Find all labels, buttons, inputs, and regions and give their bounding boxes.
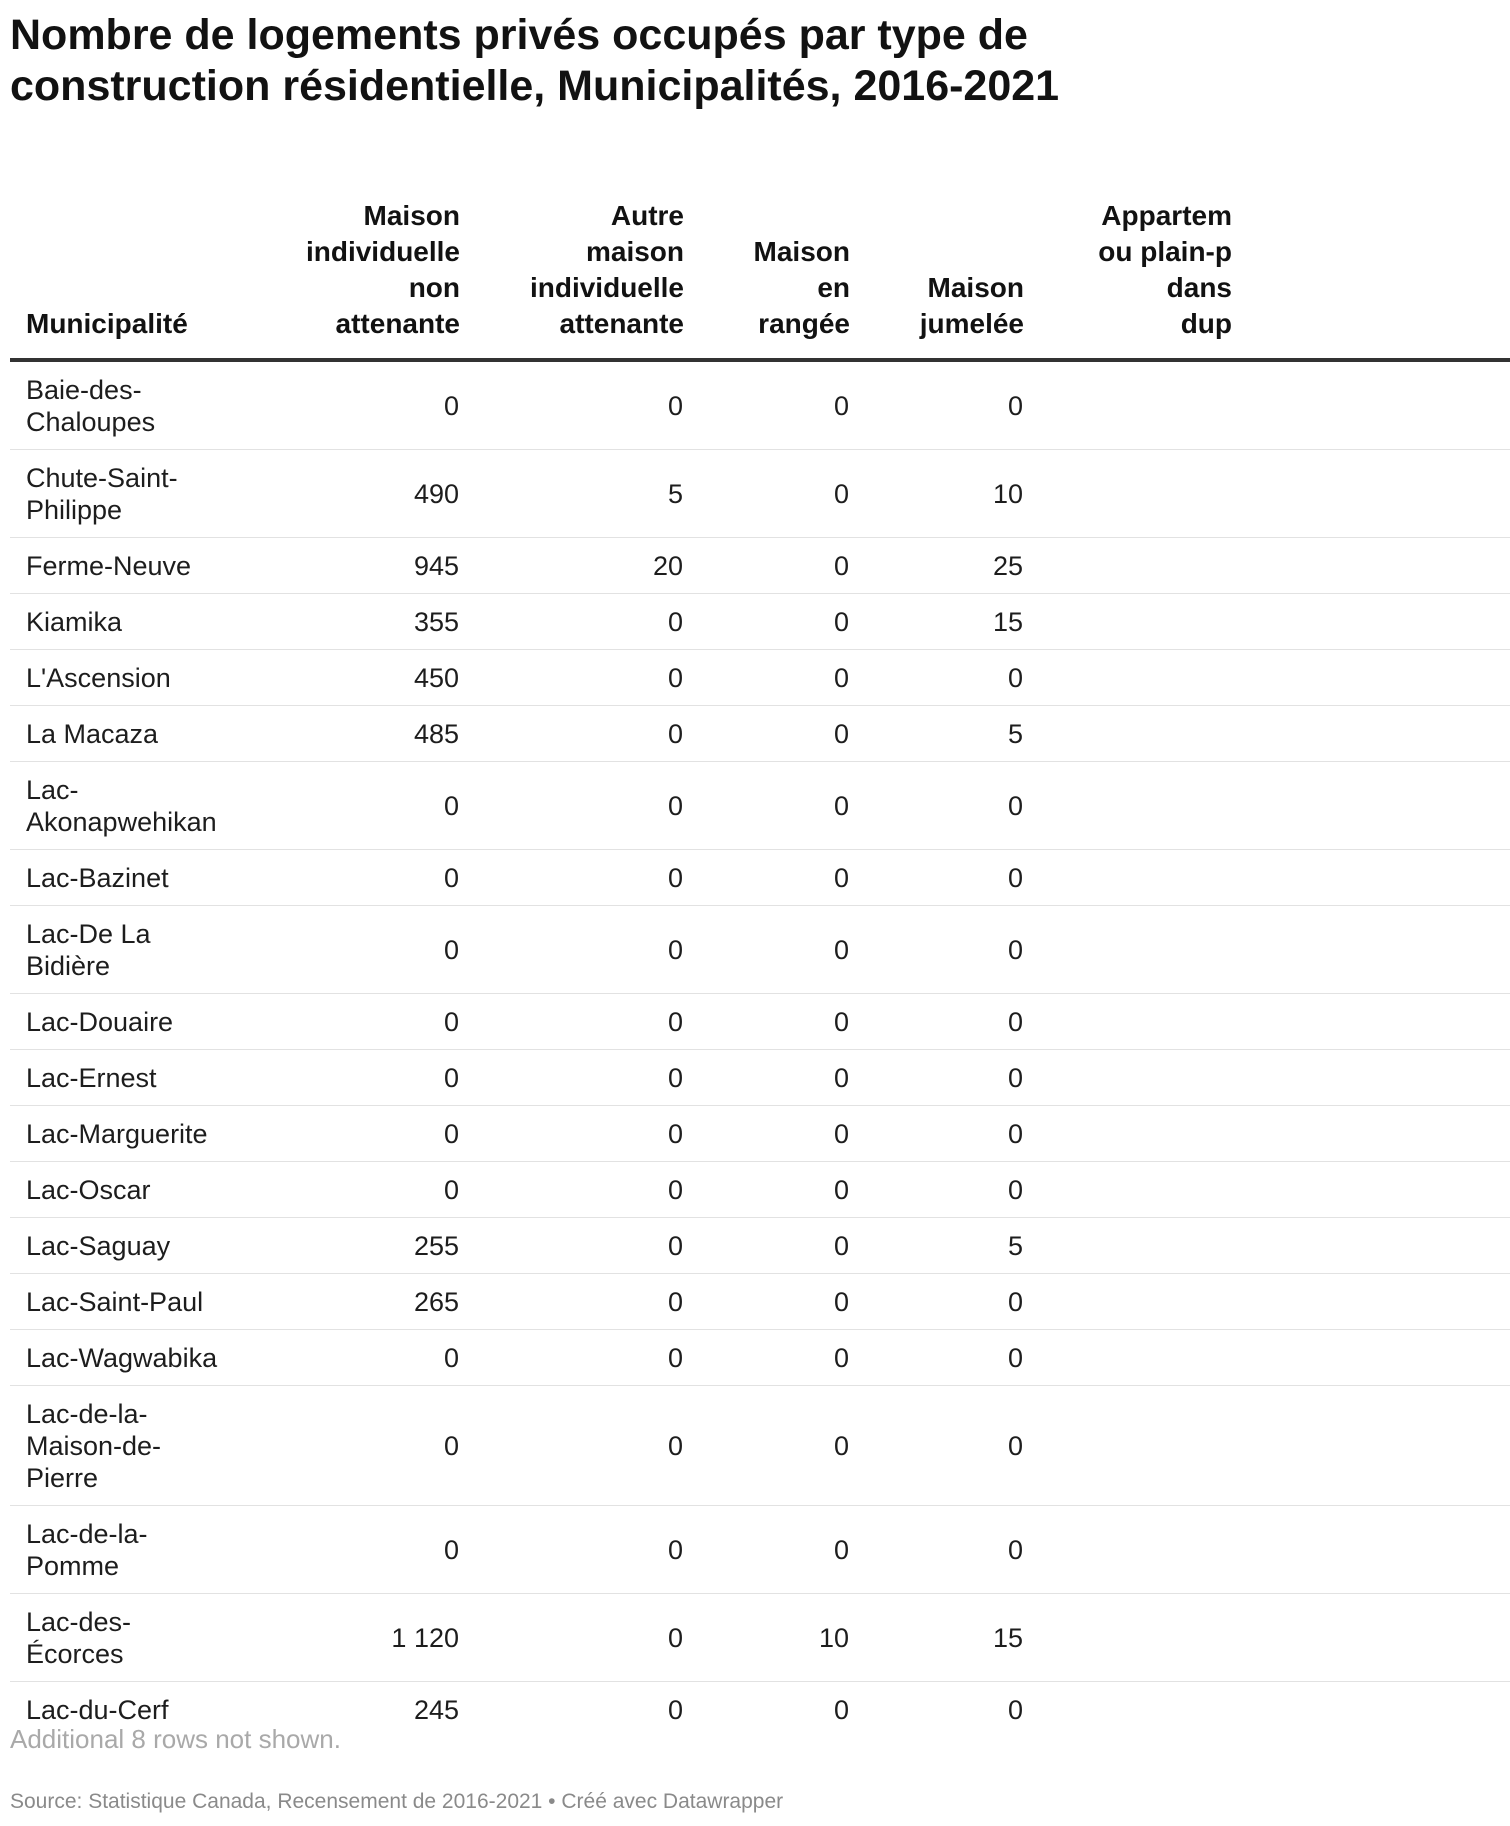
value-cell: 0 [850, 650, 1024, 706]
municipality-cell [10, 1162, 280, 1218]
value-cell: 5 [850, 1218, 1024, 1274]
column-header-5[interactable] [1024, 198, 1510, 360]
municipality-name-line: L'Ascension [26, 662, 171, 693]
value-cell: 255 [280, 1218, 460, 1274]
value-cell: 0 [280, 994, 460, 1050]
value-cell: 0 [850, 906, 1024, 994]
municipality-cell [10, 450, 280, 538]
value-cell: 0 [280, 762, 460, 850]
column-header-line: Maison [753, 236, 850, 267]
municipality-cell [10, 850, 280, 906]
header-row [10, 198, 1510, 360]
table-row [10, 594, 1510, 650]
value-cell: 0 [850, 1274, 1024, 1330]
value-cell: 0 [850, 1162, 1024, 1218]
value-cell-truncated [1024, 360, 1510, 450]
value-cell: 0 [460, 1594, 684, 1682]
column-header-line: maison [585, 236, 684, 267]
municipality-cell [10, 906, 280, 994]
value-cell-truncated [1024, 1506, 1510, 1594]
value-cell-truncated [1024, 1386, 1510, 1506]
value-cell-truncated [1024, 450, 1510, 538]
table-row [10, 538, 1510, 594]
municipality-cell [10, 1218, 280, 1274]
value-cell: 0 [280, 850, 460, 906]
municipality-name-line: Lac-Saguay [26, 1230, 171, 1261]
value-cell: 0 [460, 594, 684, 650]
municipality-name-line: Chaloupes [26, 406, 156, 437]
value-cell: 0 [280, 360, 460, 450]
column-header-line: Maison [363, 200, 460, 231]
municipality-cell [10, 762, 280, 850]
value-cell: 0 [460, 1506, 684, 1594]
value-cell: 0 [850, 360, 1024, 450]
column-header-line: dans [1166, 272, 1232, 303]
chart-title: Nombre de logements privés occupés par type de construction résidentielle, Municipalités, 2016-2021 [10, 11, 1060, 110]
municipality-cell [10, 1050, 280, 1106]
value-cell: 0 [684, 906, 850, 994]
column-header-line: individuelle [305, 236, 460, 267]
value-cell: 0 [850, 850, 1024, 906]
table-row [10, 1162, 1510, 1218]
value-cell-truncated [1024, 906, 1510, 994]
value-cell: 15 [850, 1594, 1024, 1682]
value-cell: 0 [460, 360, 684, 450]
value-cell: 0 [684, 1162, 850, 1218]
municipality-name-line: Lac-De La [26, 918, 151, 949]
value-cell: 10 [850, 450, 1024, 538]
table-row [10, 360, 1510, 450]
value-cell: 0 [460, 850, 684, 906]
table-row [10, 706, 1510, 762]
value-cell: 0 [460, 1162, 684, 1218]
column-header-line: non [408, 272, 460, 303]
value-cell-truncated [1024, 1274, 1510, 1330]
table-row [10, 1050, 1510, 1106]
value-cell-truncated [1024, 994, 1510, 1050]
value-cell: 265 [280, 1274, 460, 1330]
municipality-name-line: Lac- [26, 774, 79, 805]
value-cell: 0 [850, 1050, 1024, 1106]
value-cell: 0 [460, 1386, 684, 1506]
municipality-cell [10, 650, 280, 706]
municipality-name-line: Lac-Bazinet [26, 862, 169, 893]
value-cell: 0 [280, 1106, 460, 1162]
table-row [10, 762, 1510, 850]
value-cell: 0 [684, 1218, 850, 1274]
value-cell: 0 [280, 906, 460, 994]
value-cell: 5 [460, 450, 684, 538]
municipality-cell [10, 1594, 280, 1682]
value-cell: 0 [280, 1162, 460, 1218]
column-header-4[interactable] [850, 198, 1024, 360]
value-cell-truncated [1024, 1682, 1510, 1738]
value-cell-truncated [1024, 1162, 1510, 1218]
municipality-name-line: Pierre [26, 1462, 99, 1493]
municipality-name-line: Lac-Douaire [26, 1006, 174, 1037]
column-header-line: Maison [927, 272, 1024, 303]
table-row [10, 1594, 1510, 1682]
column-header-1[interactable] [280, 198, 460, 360]
municipality-name-line: Lac-des- [26, 1606, 132, 1637]
value-cell: 0 [667, 1694, 683, 1725]
value-cell: 0 [684, 1330, 850, 1386]
column-header-line: attenante [335, 308, 460, 339]
value-cell-truncated [1024, 1330, 1510, 1386]
value-cell-truncated [1024, 762, 1510, 850]
value-cell: 0 [460, 1050, 684, 1106]
value-cell: 0 [280, 1506, 460, 1594]
value-cell: 0 [460, 1218, 684, 1274]
municipality-cell [10, 594, 280, 650]
value-cell: 0 [850, 1506, 1024, 1594]
value-cell: 0 [684, 1106, 850, 1162]
table-row [10, 1106, 1510, 1162]
municipality-cell [10, 1506, 280, 1594]
value-cell: 0 [460, 1330, 684, 1386]
value-cell: 25 [850, 538, 1024, 594]
column-header-line: rangée [758, 308, 850, 339]
value-cell-truncated [1024, 1594, 1510, 1682]
municipality-cell [10, 1106, 280, 1162]
municipality-name-line: Lac-Marguerite [26, 1118, 208, 1149]
municipality-name-line: Baie-des- [26, 374, 142, 405]
municipality-name-line: Akonapwehikan [26, 806, 217, 837]
value-cell: 1 120 [280, 1594, 460, 1682]
municipality-name-line: La Macaza [26, 718, 159, 749]
municipality-name-line: Lac-de-la- [26, 1398, 148, 1429]
value-cell: 10 [684, 1594, 850, 1682]
value-cell-truncated [1024, 706, 1510, 762]
value-cell: 0 [1007, 1694, 1023, 1725]
table-row [10, 450, 1510, 538]
value-cell: 450 [280, 650, 460, 706]
table-row [10, 994, 1510, 1050]
value-cell: 0 [280, 1330, 460, 1386]
value-cell: 15 [850, 594, 1024, 650]
value-cell-truncated [1024, 1106, 1510, 1162]
column-header-line: en [817, 272, 850, 303]
more-rows-note: Additional 8 rows not shown. [10, 1724, 341, 1754]
table-body [10, 360, 1510, 1737]
value-cell: 0 [460, 1106, 684, 1162]
municipality-cell [10, 1274, 280, 1330]
source-note: Source: Statistique Canada, Recensement de 2016-2021 • Créé avec Datawrapper [10, 1790, 784, 1813]
value-cell: 0 [684, 594, 850, 650]
value-cell: 0 [460, 906, 684, 994]
value-cell-truncated [1024, 594, 1510, 650]
value-cell: 0 [460, 706, 684, 762]
municipality-name-line: Ferme-Neuve [26, 550, 192, 581]
table-row [10, 1218, 1510, 1274]
column-header-3[interactable] [684, 198, 850, 360]
column-header-line: dup [1180, 308, 1232, 339]
municipality-name-line: Maison-de- [26, 1430, 162, 1461]
municipality-name-line: Kiamika [26, 606, 123, 637]
table-row [10, 1330, 1510, 1386]
value-cell: 0 [460, 994, 684, 1050]
municipality-name-line: Lac-Wagwabika [26, 1342, 218, 1373]
value-cell: 5 [850, 706, 1024, 762]
value-cell: 0 [684, 994, 850, 1050]
column-header-line: ou plain-p [1098, 236, 1232, 267]
value-cell: 0 [684, 450, 850, 538]
municipality-name-line: Lac-du-Cerf [26, 1694, 169, 1725]
table-row [10, 1274, 1510, 1330]
value-cell: 0 [684, 850, 850, 906]
value-cell: 485 [280, 706, 460, 762]
value-cell: 490 [280, 450, 460, 538]
column-header-2[interactable] [460, 198, 684, 360]
value-cell: 0 [684, 650, 850, 706]
column-header-0[interactable] [10, 198, 280, 360]
value-cell: 0 [684, 762, 850, 850]
value-cell: 0 [684, 1050, 850, 1106]
value-cell: 0 [684, 1274, 850, 1330]
table-row [10, 1386, 1510, 1506]
municipality-cell [10, 1330, 280, 1386]
municipality-name-line: Lac-Ernest [26, 1062, 157, 1093]
column-header-line: Autre [610, 200, 684, 231]
table-row [10, 1506, 1510, 1594]
value-cell: 0 [850, 994, 1024, 1050]
value-cell: 0 [850, 1330, 1024, 1386]
value-cell: 0 [833, 1694, 849, 1725]
value-cell: 0 [684, 1386, 850, 1506]
municipality-name-line: Chute-Saint- [26, 462, 178, 493]
municipality-name-line: Lac-de-la- [26, 1518, 148, 1549]
value-cell: 0 [460, 650, 684, 706]
value-cell-truncated [1024, 538, 1510, 594]
value-cell: 0 [850, 762, 1024, 850]
value-cell: 0 [684, 538, 850, 594]
table-row [10, 650, 1510, 706]
municipality-name-line: Lac-Saint-Paul [26, 1286, 204, 1317]
municipality-name-line: Bidière [26, 950, 111, 981]
value-cell: 355 [280, 594, 460, 650]
data-table [10, 198, 1510, 1737]
value-cell: 0 [684, 706, 850, 762]
value-cell: 0 [684, 360, 850, 450]
value-cell: 0 [280, 1050, 460, 1106]
municipality-cell [10, 360, 280, 450]
municipality-name-line: Lac-Oscar [26, 1174, 151, 1205]
value-cell: 0 [460, 1274, 684, 1330]
municipality-cell [10, 538, 280, 594]
value-cell-truncated [1024, 850, 1510, 906]
municipality-cell [10, 1386, 280, 1506]
value-cell: 20 [460, 538, 684, 594]
column-header-line: jumelée [919, 308, 1024, 339]
value-cell: 0 [460, 762, 684, 850]
column-header-line: individuelle [529, 272, 684, 303]
data-table-container[interactable] [10, 198, 1232, 1725]
municipality-name-line: Philippe [26, 494, 123, 525]
municipality-cell [10, 994, 280, 1050]
value-cell: 0 [684, 1506, 850, 1594]
value-cell: 0 [850, 1106, 1024, 1162]
table-row [10, 850, 1510, 906]
municipality-name-line: Écorces [26, 1638, 124, 1669]
value-cell: 0 [850, 1386, 1024, 1506]
value-cell: 0 [280, 1386, 460, 1506]
column-header-line: Municipalité [26, 308, 188, 339]
value-cell-truncated [1024, 1218, 1510, 1274]
column-header-line: Appartem [1101, 200, 1232, 231]
value-cell: 945 [280, 538, 460, 594]
municipality-cell [10, 706, 280, 762]
column-header-line: attenante [559, 308, 684, 339]
value-cell-truncated [1024, 650, 1510, 706]
value-cell: 245 [413, 1694, 459, 1725]
municipality-name-line: Pomme [26, 1550, 120, 1581]
table-row [10, 906, 1510, 994]
value-cell-truncated [1024, 1050, 1510, 1106]
